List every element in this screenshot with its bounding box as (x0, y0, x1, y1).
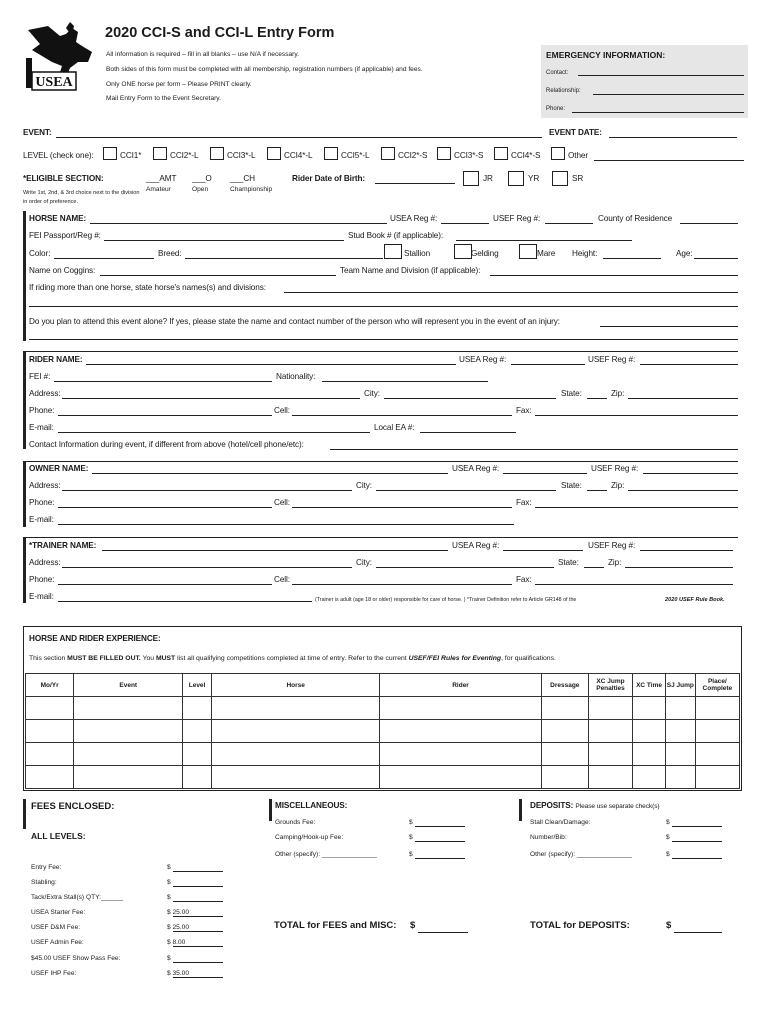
owner-city-field[interactable] (376, 490, 556, 491)
emergency-title: EMERGENCY INFORMATION: (546, 50, 666, 60)
rider-fei-label: FEI #: (29, 372, 51, 381)
horse-section-bar (23, 211, 26, 341)
owner-phone-label: Phone: (29, 498, 55, 507)
multiple-horses-field-2[interactable] (29, 306, 738, 307)
trainer-usef-field[interactable] (640, 550, 733, 551)
rulebook-ref: 2020 USEF Rule Book. (665, 597, 725, 603)
gelding-label: Gelding (471, 249, 499, 258)
owner-name-field[interactable] (92, 473, 448, 474)
fee-field[interactable] (173, 931, 223, 932)
rider-state-label: State: (561, 389, 582, 398)
eligible-amt[interactable]: ___AMT (146, 174, 177, 183)
fee-label: Entry Fee: (31, 864, 62, 871)
deposit-label: Number/Bib: (530, 834, 567, 841)
horse-name-field[interactable] (90, 223, 387, 224)
event-date-label: EVENT DATE: (549, 128, 602, 137)
rider-city-label: City: (364, 389, 380, 398)
trainer-zip-field[interactable] (625, 567, 733, 568)
fee-label: Tack/Extra Stall(s) QTY:______ (31, 894, 123, 901)
level-checkbox-cci1[interactable] (103, 147, 117, 160)
fee-value: $ (167, 955, 171, 962)
deposit-label: Stall Clean/Damage: (530, 819, 591, 826)
deposit-field[interactable] (672, 826, 722, 827)
level-checkbox-cci2l[interactable] (153, 147, 167, 160)
team-field[interactable] (490, 275, 738, 276)
level-option: CCI3*-L (227, 151, 256, 160)
horse-breed-label: Breed: (158, 249, 182, 258)
trainer-phone-label: Phone: (29, 575, 55, 584)
rider-email-field[interactable] (58, 432, 370, 433)
sr-label: SR (572, 174, 584, 183)
instruction-line: All information is required – fill in all blanks – use N/A if necessary. (106, 51, 300, 58)
horse-breed-field[interactable] (185, 258, 383, 259)
rider-address-label: Address: (29, 389, 61, 398)
level-label: LEVEL (check one): (23, 151, 94, 160)
owner-usea-field[interactable] (503, 473, 587, 474)
rider-city-field[interactable] (384, 398, 556, 399)
fee-field[interactable] (173, 886, 223, 887)
owner-state-field[interactable] (587, 490, 607, 491)
total-fees-value: $ (410, 920, 416, 931)
horse-studbook-field[interactable] (456, 240, 632, 241)
level-option: CCI1* (120, 151, 142, 160)
owner-usea-label: USEA Reg #: (452, 464, 500, 473)
rider-fax-label: Fax: (516, 406, 532, 415)
fee-value: $ 8.00 (167, 939, 186, 946)
trainer-fax-label: Fax: (516, 575, 532, 584)
fees-section-bar (23, 799, 26, 829)
rider-section-line (23, 351, 738, 352)
level-option: CCI4*-L (284, 151, 313, 160)
multiple-horses-field[interactable] (284, 292, 738, 293)
col-moyr: Mo/Yr (26, 674, 74, 697)
deposit-value: $ (666, 834, 670, 841)
horse-county-label: County of Residence (598, 214, 673, 223)
level-checkbox-cci3l[interactable] (210, 147, 224, 160)
deposit-field[interactable] (672, 841, 722, 842)
emergency-relationship-field[interactable] (593, 94, 744, 95)
rider-address-field[interactable] (62, 398, 360, 399)
page-title: 2020 CCI-S and CCI-L Entry Form (105, 25, 335, 41)
trainer-state-field[interactable] (584, 567, 604, 568)
owner-cell-label: Cell: (274, 498, 290, 507)
rider-cell-label: Cell: (274, 406, 290, 415)
eligible-o[interactable]: ___O (192, 174, 212, 183)
horse-usea-field[interactable] (441, 223, 489, 224)
owner-usef-label: USEF Reg #: (591, 464, 639, 473)
col-rider: Rider (380, 674, 541, 697)
horse-usef-field[interactable] (545, 223, 593, 224)
misc-label: Camping/Hook-up Fee: (275, 834, 344, 841)
col-horse: Horse (211, 674, 379, 697)
emergency-phone-field[interactable] (572, 112, 744, 113)
rider-localea-field[interactable] (420, 432, 516, 433)
owner-section-line (23, 461, 738, 462)
deposits-title: DEPOSITS: Please use separate check(s) (530, 801, 660, 810)
trainer-cell-field[interactable] (292, 584, 512, 585)
level-checkbox-cci4l[interactable] (267, 147, 281, 160)
fee-value: $ 25.00 (167, 909, 189, 916)
jr-checkbox[interactable] (463, 171, 479, 186)
trainer-address-field[interactable] (62, 567, 352, 568)
event-field[interactable] (56, 137, 542, 138)
rider-localea-label: Local EA #: (374, 423, 415, 432)
coggins-label: Name on Coggins: (29, 266, 96, 275)
owner-phone-field[interactable] (58, 507, 272, 508)
stallion-checkbox[interactable] (384, 244, 402, 259)
misc-section-bar (269, 799, 272, 821)
rider-usea-field[interactable] (511, 364, 585, 365)
trainer-state-label: State: (558, 558, 579, 567)
owner-fax-label: Fax: (516, 498, 532, 507)
stallion-label: Stallion (404, 249, 431, 258)
rider-name-field[interactable] (86, 364, 456, 365)
owner-usef-field[interactable] (643, 473, 738, 474)
horse-fei-label: FEI Passport/Reg #: (29, 231, 101, 240)
rider-nationality-label: Nationality: (276, 372, 316, 381)
trainer-cell-label: Cell: (274, 575, 290, 584)
trainer-address-label: Address: (29, 558, 61, 567)
owner-fax-field[interactable] (535, 507, 738, 508)
owner-address-label: Address: (29, 481, 61, 490)
level-other-field[interactable] (594, 160, 744, 161)
horse-name-label: HORSE NAME: (29, 214, 87, 223)
experience-table (25, 673, 740, 789)
level-option: CCI5*-L (341, 151, 370, 160)
rider-state-field[interactable] (587, 398, 607, 399)
misc-field[interactable] (415, 841, 465, 842)
eligible-o-word: Open (192, 186, 209, 193)
owner-state-label: State: (561, 481, 582, 490)
rider-zip-label: Zip: (611, 389, 625, 398)
owner-zip-label: Zip: (611, 481, 625, 490)
eligible-amt-word: Amateur (146, 186, 171, 193)
jr-label: JR (483, 174, 493, 183)
trainer-fax-field[interactable] (535, 584, 733, 585)
gelding-checkbox[interactable] (454, 244, 472, 259)
misc-value: $ (409, 819, 413, 826)
trainer-email-field[interactable] (58, 601, 312, 602)
fee-value: $ (167, 864, 171, 871)
rider-name-label: RIDER NAME: (29, 355, 83, 364)
misc-field[interactable] (415, 858, 465, 859)
eligible-ch-word: Championship (230, 186, 273, 193)
trainer-name-label: *TRAINER NAME: (29, 541, 97, 550)
horse-county-field[interactable] (680, 223, 738, 224)
eligible-note: Write 1st, 2nd, & 3rd choice next to the division in order of preference. (23, 190, 140, 205)
emergency-contact-field[interactable] (578, 75, 744, 76)
age-label: Age: (676, 249, 693, 258)
trainer-city-label: City: (356, 558, 372, 567)
trainer-email-label: E-mail: (29, 592, 54, 601)
level-checkbox-cci5l[interactable] (324, 147, 338, 160)
rider-usef-label: USEF Reg #: (588, 355, 636, 364)
rider-usef-field[interactable] (640, 364, 738, 365)
fees-title: FEES ENCLOSED: (31, 801, 115, 812)
attend-alone-field-2[interactable] (29, 339, 738, 340)
rider-contact-field[interactable] (330, 449, 738, 450)
fee-field[interactable] (173, 977, 223, 978)
fee-field[interactable] (173, 946, 223, 947)
trainer-note: (Trainer is adult (age 18 or older) responsible for care of horse. ) *Trainer Definition refer to Article GR148 of the (315, 597, 577, 603)
fee-field[interactable] (173, 916, 223, 917)
table-row[interactable] (26, 697, 740, 720)
misc-field[interactable] (415, 826, 465, 827)
deposit-value: $ (666, 851, 670, 858)
owner-email-field[interactable] (58, 524, 514, 525)
col-dressage: Dressage (541, 674, 588, 697)
level-checkbox-cci4s[interactable] (494, 147, 508, 160)
trainer-section-bar (23, 537, 26, 603)
fee-label: USEF IHP Fee: (31, 970, 77, 977)
trainer-name-field[interactable] (102, 550, 448, 551)
fee-label: $45.00 USEF Show Pass Fee: (31, 955, 121, 962)
owner-city-label: City: (356, 481, 372, 490)
height-field[interactable] (603, 258, 661, 259)
horse-color-label: Color: (29, 249, 51, 258)
event-label: EVENT: (23, 128, 52, 137)
level-option: Other (568, 151, 588, 160)
deposit-value: $ (666, 819, 670, 826)
fee-label: USEA Starter Fee: (31, 909, 86, 916)
dob-field[interactable] (375, 183, 455, 184)
rider-usea-label: USEA Reg #: (459, 355, 507, 364)
rider-contact-label: Contact Information during event, if different from above (hotel/cell phone/etc): (29, 440, 304, 449)
level-checkbox-cci2s[interactable] (381, 147, 395, 160)
rider-zip-field[interactable] (628, 398, 738, 399)
attend-alone-label: Do you plan to attend this event alone? If yes, please state the name and contact number of the person who will represent you in the event of an injury: (29, 317, 560, 326)
level-checkbox-other[interactable] (551, 147, 565, 160)
yr-label: YR (528, 174, 540, 183)
total-deposits-value: $ (666, 920, 672, 931)
experience-desc: This section MUST BE FILLED OUT. You MUST list all qualifying competitions completed at time of entry. Refer to the current USEF/FEI Rules for Eventing, for qualifications. (29, 655, 556, 662)
age-field[interactable] (694, 258, 738, 259)
usea-logo (22, 22, 104, 94)
trainer-section-line (23, 537, 738, 538)
trainer-usea-field[interactable] (503, 550, 583, 551)
logo-text: USEA (35, 75, 73, 90)
sr-checkbox[interactable] (552, 171, 568, 186)
trainer-usea-label: USEA Reg #: (452, 541, 500, 550)
experience-title: HORSE AND RIDER EXPERIENCE: (29, 634, 161, 643)
misc-value: $ (409, 834, 413, 841)
rider-fax-field[interactable] (535, 415, 738, 416)
horse-studbook-label: Stud Book # (if applicable): (348, 231, 444, 240)
fee-value: $ (167, 894, 171, 901)
emergency-relationship-label: Relationship: (546, 88, 581, 94)
fee-value: $ 25.00 (167, 924, 189, 931)
fee-value: $ (167, 879, 171, 886)
total-deposits-label: TOTAL for DEPOSITS: (530, 920, 630, 931)
yr-checkbox[interactable] (508, 171, 524, 186)
instruction-line: Only ONE horse per form – Please PRINT clearly. (106, 81, 252, 88)
level-option: CCI4*-S (511, 151, 541, 160)
owner-cell-field[interactable] (292, 507, 512, 508)
multiple-horses-label: If riding more than one horse, state horse's names(s) and divisions: (29, 283, 266, 292)
fee-field[interactable] (173, 901, 223, 902)
trainer-city-field[interactable] (376, 567, 554, 568)
table-row[interactable] (26, 766, 740, 789)
height-label: Height: (572, 249, 598, 258)
trainer-usef-label: USEF Reg #: (588, 541, 636, 550)
total-deposits-field[interactable] (674, 932, 722, 933)
fee-label: USEF D&M Fee: (31, 924, 81, 931)
eligible-ch[interactable]: ___CH (230, 174, 255, 183)
fee-label: Stabling: (31, 879, 57, 886)
trainer-phone-field[interactable] (58, 584, 272, 585)
level-checkbox-cci3s[interactable] (437, 147, 451, 160)
rider-section-bar (23, 351, 26, 449)
misc-title: MISCELLANEOUS: (275, 801, 348, 810)
table-row[interactable] (26, 743, 740, 766)
instruction-line: Mail Entry Form to the Event Secretary. (106, 95, 221, 102)
owner-name-label: OWNER NAME: (29, 464, 89, 473)
owner-section-bar (23, 461, 26, 527)
horse-usef-label: USEF Reg #: (493, 214, 541, 223)
event-date-field[interactable] (609, 137, 737, 138)
level-option: CCI3*-S (454, 151, 484, 160)
col-event: Event (74, 674, 183, 697)
col-sjjump: SJ Jump (665, 674, 695, 697)
deposits-section-bar (519, 799, 522, 821)
table-row[interactable] (26, 720, 740, 743)
col-xctime: XC Time (633, 674, 666, 697)
fee-field[interactable] (173, 871, 223, 872)
rider-cell-field[interactable] (292, 415, 512, 416)
owner-email-label: E-mail: (29, 515, 54, 524)
instruction-line: Both sides of this form must be completed with all membership, registration numbers (if applicable) and fees. (106, 66, 423, 73)
attend-alone-field[interactable] (600, 326, 738, 327)
fee-label: USEF Admin Fee: (31, 939, 84, 946)
eligible-label: *ELIGIBLE SECTION: (23, 174, 104, 183)
rider-phone-label: Phone: (29, 406, 55, 415)
horse-usea-label: USEA Reg #: (390, 214, 438, 223)
rider-phone-field[interactable] (58, 415, 272, 416)
misc-value: $ (409, 851, 413, 858)
dob-label: Rider Date of Birth: (292, 174, 366, 183)
emergency-contact-label: Contact: (546, 70, 569, 76)
level-option: CCI2*-S (398, 151, 428, 160)
mare-checkbox[interactable] (519, 244, 537, 259)
coggins-field[interactable] (100, 275, 336, 276)
col-xcjump: XC Jump Penalties (588, 674, 632, 697)
misc-label: Other (specify): _______________ (275, 851, 377, 858)
team-label: Team Name and Division (if applicable): (340, 266, 481, 275)
rider-fei-field[interactable] (54, 381, 272, 382)
total-fees-label: TOTAL for FEES and MISC: (274, 920, 397, 931)
rider-email-label: E-mail: (29, 423, 54, 432)
trainer-zip-label: Zip: (608, 558, 622, 567)
owner-address-field[interactable] (62, 490, 352, 491)
fee-field[interactable] (173, 962, 223, 963)
horse-color-field[interactable] (54, 258, 154, 259)
owner-zip-field[interactable] (628, 490, 738, 491)
level-option: CCI2*-L (170, 151, 199, 160)
horse-fei-field[interactable] (104, 240, 344, 241)
misc-label: Grounds Fee: (275, 819, 316, 826)
rider-nationality-field[interactable] (322, 381, 488, 382)
deposit-field[interactable] (672, 858, 722, 859)
emergency-phone-label: Phone: (546, 106, 566, 112)
all-levels-label: ALL LEVELS: (31, 831, 86, 841)
col-level: Level (183, 674, 212, 697)
fee-value: $ 35.00 (167, 970, 189, 977)
mare-label: Mare (537, 249, 556, 258)
deposit-label: Other (specify): _______________ (530, 851, 632, 858)
total-fees-field[interactable] (418, 932, 468, 933)
col-place: Place/ Complete (695, 674, 739, 697)
